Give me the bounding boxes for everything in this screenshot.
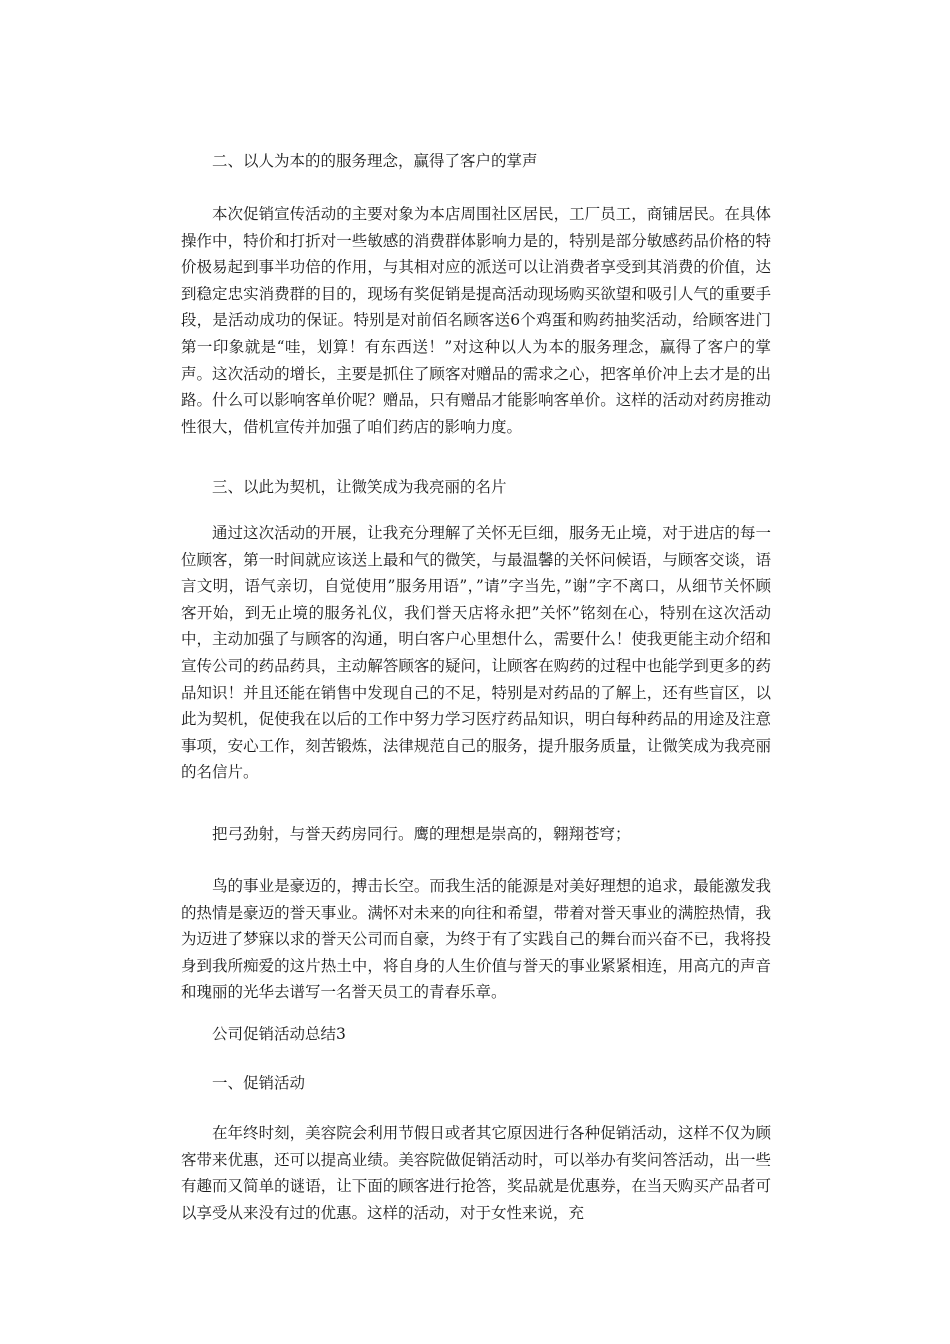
bow-paragraph: 把弓劲射，与誉天药房同行。鹰的理想是崇高的，翱翔苍穹； [212,825,631,843]
section2-heading: 二、以人为本的的服务理念，赢得了客户的掌声 [212,152,538,170]
section3-paragraph: 通过这次活动的开展，让我充分理解了关怀无巨细，服务无止境，对于进店的每一位顾客，第一时间就应该送上最和气的微笑，与最温馨的关怀问候语，与顾客交谈，语言文明，语气亲切，自觉使用”服务用语”，”请”字当先，”谢”字不离口，从细节关怀顾客开始，到无止境的服务礼仪，我们誉天店将永把”关怀”铭刻在心，特别在这次活动中，主动加强了与顾客的沟通，明白客户心里想什么，需要什么！使我更能主动介绍和宣传公司的药品药具，主动解答顾客的疑问，让顾客在购药的过程中也能学到更多的药品知识！并且还能在销售中发现自己的不足，特别是对药品的了解上，还有些盲区，以此为契机，促使我在以后的工作中努力学习医疗药品知识，明白每种药品的用途及注意事项，安心工作，刻苦锻炼，法律规范自己的服务，提升服务质量，让微笑成为我亮丽的名信片。 [181,524,771,782]
section2-paragraph: 本次促销宣传活动的主要对象为本店周围社区居民，工厂员工，商铺居民。在具体操作中，特价和打折对一些敏感的消费群体影响力是的，特别是部分敏感药品价格的特价极易起到事半功倍的作用，与其相对应的派送可以让消费者享受到其消费的价值，达到稳定忠实消费群的目的，现场有奖促销是提高活动现场购买欲望和吸引人气的重要手段，是活动成功的保证。特别是对前佰名顾客送6个鸡蛋和购药抽奖活动，给顾客进门第一印象就是“哇，划算！有东西送！”对这种以人为本的服务理念，赢得了客户的掌声。这次活动的增长，主要是抓住了顾客对赠品的需求之心，把客单价冲上去才是的出路。什么可以影响客单价呢？赠品，只有赠品才能影响客单价。这样的活动对药房推动性很大，借机宣传并加强了咱们药店的影响力度。 [181,205,771,436]
section1-heading: 一、促销活动 [212,1074,306,1092]
section1-paragraph: 在年终时刻，美容院会利用节假日或者其它原因进行各种促销活动，这样不仅为顾客带来优惠，还可以提高业绩。美容院做促销活动时，可以举办有奖问答活动，出一些有趣而又简单的谜语，让下面的顾客进行抢答，奖品就是优惠券，在当天购买产品者可以享受从来没有过的优惠。这样的活动，对于女性来说，充 [181,1124,771,1222]
bird-paragraph: 鸟的事业是豪迈的，搏击长空。而我生活的能源是对美好理想的追求，最能激发我的热情是豪迈的誉天事业。满怀对未来的向往和希望，带着对誉天事业的满腔热情，我为迈进了梦寐以求的誉天公司而自豪，为终于有了实践自己的舞台而兴奋不已，我将投身到我所痴爱的这片热土中，将自身的人生价值与誉天的事业紧紧相连，用高亢的声音和瑰丽的光华去谱写一名誉天员工的青春乐章。 [181,877,771,1002]
section3-heading: 三、以此为契机，让微笑成为我亮丽的名片 [212,478,507,496]
summary3-title: 公司促销活动总结3 [212,1025,346,1043]
